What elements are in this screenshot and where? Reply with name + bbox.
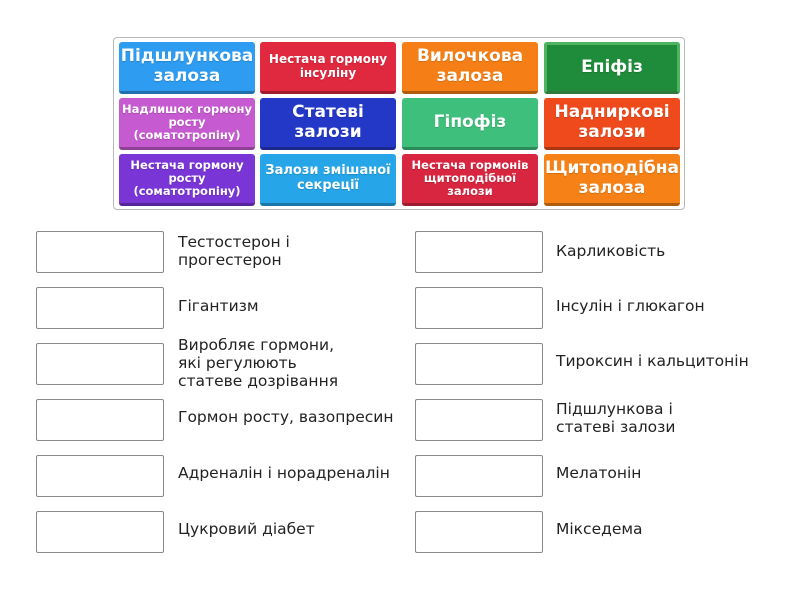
target-label-right-2: Інсулін і глюкагон	[556, 297, 705, 315]
drop-box-right-2[interactable]	[415, 287, 543, 329]
tile-stateva-zalozy[interactable]: Статеві залози	[260, 98, 396, 150]
drop-box-right-1[interactable]	[415, 231, 543, 273]
target-label-right-1: Карликовість	[556, 242, 666, 260]
drop-box-left-1[interactable]	[36, 231, 164, 273]
drop-box-left-4[interactable]	[36, 399, 164, 441]
target-label-left-2: Гігантизм	[178, 297, 259, 315]
drop-box-right-3[interactable]	[415, 343, 543, 385]
tile-zalozy-zmishanoi-sekretsii[interactable]: Залози змішаної секреції	[260, 154, 396, 206]
target-label-left-3: Виробляє гормони, які регулюють статеве дозрівання	[178, 336, 339, 390]
drop-box-right-6[interactable]	[415, 511, 543, 553]
tile-hipofiz[interactable]: Гіпофіз	[402, 98, 538, 150]
tile-nadlyshok-hormonu-rostu[interactable]: Надлишок гормону росту (соматотропіну)	[119, 98, 255, 150]
tile-pidshlunkova-zaloza[interactable]: Підшлункова залоза	[119, 42, 255, 94]
drop-box-left-2[interactable]	[36, 287, 164, 329]
target-label-left-4: Гормон росту, вазопресин	[178, 408, 394, 426]
target-label-left-5: Адреналін і норадреналін	[178, 464, 390, 482]
tile-epifiz[interactable]: Епіфіз	[544, 42, 680, 94]
tile-nadnyrkovi-zalozy[interactable]: Надниркові залози	[544, 98, 680, 150]
target-label-right-3: Тироксин і кальцитонін	[556, 352, 749, 370]
drop-box-right-5[interactable]	[415, 455, 543, 497]
tile-nestacha-hormoniv-shchytopodibnoi[interactable]: Нестача гормонів щитоподібної залози	[402, 154, 538, 206]
target-label-right-6: Мікседема	[556, 520, 643, 538]
target-label-right-4: Підшлунковa і статеві залози	[556, 400, 676, 436]
drop-box-left-3[interactable]	[36, 343, 164, 385]
drop-box-right-4[interactable]	[415, 399, 543, 441]
target-label-right-5: Мелатонін	[556, 464, 642, 482]
tile-nestacha-insulinu[interactable]: Нестача гормону інсуліну	[260, 42, 396, 94]
target-label-left-6: Цукровий діабет	[178, 520, 315, 538]
target-label-left-1: Тестостерон і прогестерон	[178, 233, 290, 269]
tile-shchytopodibna-zaloza[interactable]: Щитоподібна залоза	[544, 154, 680, 206]
tile-nestacha-hormonu-rostu[interactable]: Нестача гормону росту (соматотропіну)	[119, 154, 255, 206]
drop-box-left-5[interactable]	[36, 455, 164, 497]
drop-box-left-6[interactable]	[36, 511, 164, 553]
tile-vylochkova-zaloza[interactable]: Вилочкова залоза	[402, 42, 538, 94]
